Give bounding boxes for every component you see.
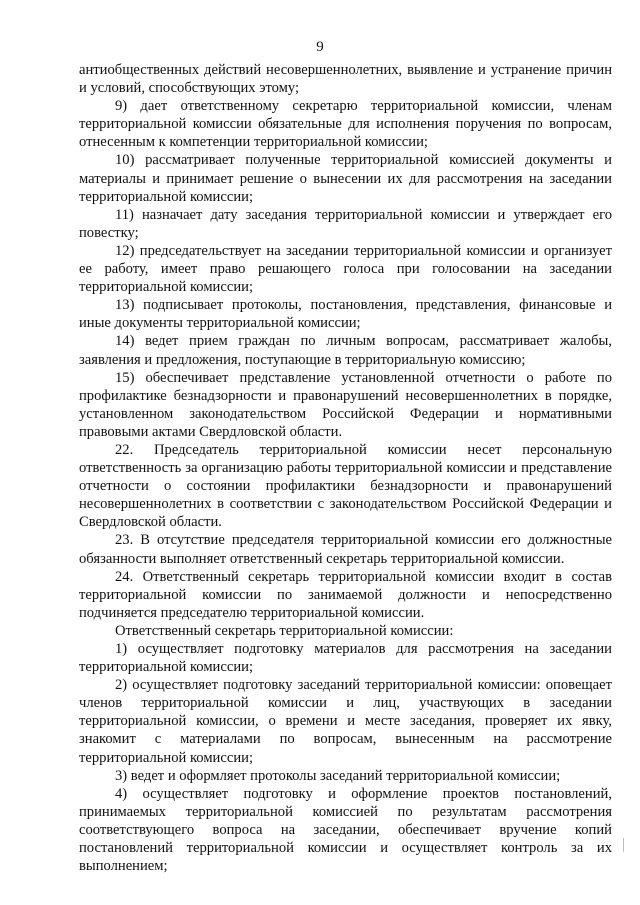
secretary-item-4: 4) осуществляет подготовку и оформление проектов постановлений, принимаемых территориальной комиссией по результатам рассмотрения соответствующего вопроса на заседании, обеспечивает вручение копий постановлений территориальной комиссии и осуществляет контроль за их выполнением;	[79, 785, 612, 875]
clause-22: 22. Председатель территориальной комиссии несет персональную ответственность за организацию работы территориальной комиссии и представление отчетности о состоянии профилактики безнадзорности и правонарушений несовершеннолетних в соответствии с законодательством Российской Федерации и Свердловской области.	[79, 441, 612, 531]
paragraph-continuation: антиобщественных действий несовершеннолетних, выявление и устранение причин и условий, способствующих этому;	[79, 62, 612, 97]
secretary-item-2: 2) осуществляет подготовку заседаний территориальной комиссии: оповещает членов территориальной комиссии и лиц, участвующих в заседании территориальной комиссии, о времени и месте заседания, проверяет их явку, знакомит с материалами по вопросам, вынесенным на рассмотрение территориальной комиссии;	[79, 677, 612, 766]
list-item-9: 9) дает ответственному секретарю территориальной комиссии, членам территориальной комиссии обязательные для исполнения поручения по вопросам, отнесенным к компетенции территориальной комиссии;	[79, 98, 612, 151]
secretary-duties-intro: Ответственный секретарь территориальной комиссии:	[115, 622, 454, 639]
list-item-13: 13) подписывает протоколы, постановления, представления, финансовые и иные документы территориальной комиссии;	[79, 297, 612, 332]
list-item-14: 14) ведет прием граждан по личным вопросам, рассматривает жалобы, заявления и предложения, поступающие в территориальную комиссию;	[79, 333, 612, 368]
secretary-item-1: 1) осуществляет подготовку материалов для рассмотрения на заседании территориальной комиссии;	[79, 641, 612, 676]
list-item-15: 15) обеспечивает представление установленной отчетности о работе по профилактике безнадзорности и правонарушений несовершеннолетних в порядке, установленном законодательством Российской Федерации и нормативными правовыми актами Свердловской области.	[79, 369, 612, 440]
list-item-11: 11) назначает дату заседания территориальной комиссии и утверждает его повестку;	[79, 206, 612, 241]
scan-edge-mark	[623, 838, 627, 852]
secretary-item-3: 3) ведет и оформляет протоколы заседаний территориальной комиссии;	[115, 767, 561, 784]
list-item-10: 10) рассматривает полученные территориальной комиссией документы и материалы и принимает решение о вынесении их для рассмотрения на заседании территориальной комиссии;	[79, 152, 612, 205]
clause-23: 23. В отсутствие председателя территориальной комиссии его должностные обязанности выполняет ответственный секретарь территориальной комиссии.	[79, 532, 612, 567]
clause-24: 24. Ответственный секретарь территориальной комиссии входит в состав территориальной комиссии по занимаемой должности и непосредственно подчиняется председателю территориальной комиссии.	[79, 568, 612, 621]
document-body	[79, 61, 612, 875]
page-number: 9	[316, 39, 324, 55]
list-item-12: 12) председательствует на заседании территориальной комиссии и организует ее работу, имеет право решающего голоса при голосовании на заседании территориальной комиссии;	[79, 242, 612, 296]
